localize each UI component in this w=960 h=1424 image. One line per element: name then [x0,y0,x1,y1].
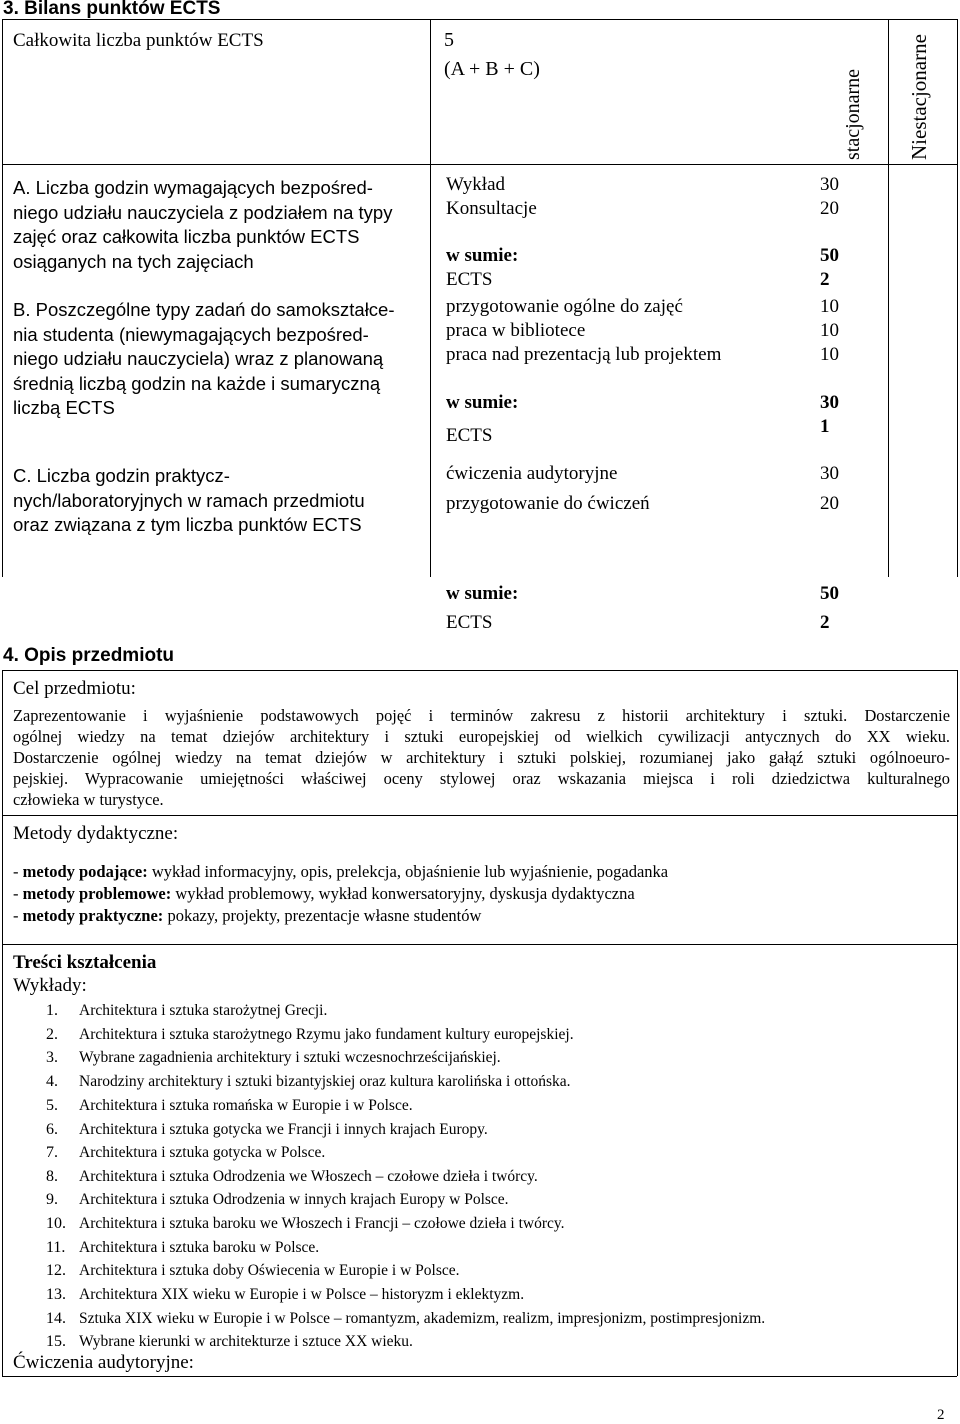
lecture-item: 4. Narodziny architektury i sztuki bizantyjskiej oraz kultura karolińska i ottońska. [46,1073,571,1090]
lecture-item: 10. Architektura i sztuka baroku we Włoszech i Francji – czołowe dzieła i twórcy. [46,1215,565,1232]
row-b-item-label: praca nad prezentacją lub projektem [446,344,722,365]
lecture-item: 13. Architektura XIX wieku w Europie i w Polsce – historyzm i eklektyzm. [46,1286,525,1303]
lecture-item: 2. Architektura i sztuka starożytnego Rzymu jako fundament kultury europejskiej. [46,1026,574,1043]
row-b-description: B. Poszczególne typy zadań do samokształce- nia studenta (niewymagających bezpośred- niego udziału nauczyciela) wraz z planowaną średnią liczbą godzin na każde i sumaryczną liczbą ECTS [13,299,395,418]
metody-list [13,861,668,927]
cel-przedmiotu-text: Zaprezentowanie i wyjaśnienie podstawowych pojęć i terminów zakresu z historii architektury i sztuki. Dostarczenie ogólnej wiedzy na temat dziejów architektury i sztuki europejskiej od wielkich cywilizacji antycznych do XX wieku. Dostarczenie ogólnej wiedzy na temat dziejów w architektury i sztuki polskiej, rozumianej jako gałąź sztuki ogólnoeuro- pejskiej. Wypracowanie umiejętności właściwej oceny stylowej oraz wskazania miejsca i roli dziedzictwa kulturalnego człowieka w turystyce. [13,706,950,809]
row-a-sum-label: w sumie: [446,245,519,266]
row-a-ects-label: ECTS [446,269,493,290]
metody-item: - metody praktyczne: pokazy, projekty, prezentacje własne studentów [13,906,482,925]
row-a-ects-value: 2 [820,269,830,290]
row-c-description: C. Liczba godzin praktycz- nych/laboratoryjnych w ramach przedmiotu oraz związana z tym liczba punktów ECTS [13,465,365,535]
row-b-ects-label: ECTS [446,425,493,446]
row-a-item-value: 20 [820,198,839,219]
row-a-item-label: Wykład [446,174,506,195]
table-border-top [2,19,957,20]
lecture-item: 8. Architektura i sztuka Odrodzenia we Włoszech – czołowe dzieła i twórcy. [46,1168,538,1185]
row-b-item-value: 10 [820,320,839,341]
total-ects-value: 5 [444,29,454,51]
lecture-item: 9. Architektura i sztuka Odrodzenia w innych krajach Europy w Polsce. [46,1191,509,1208]
row-b-item-value: 10 [820,296,839,317]
row-c-item-value: 30 [820,463,839,484]
metody-item: - metody problemowe: wykład problemowy, wykład konwersatoryjny, dyskusja dydaktyczna [13,884,635,903]
lecture-item: 11. Architektura i sztuka baroku w Polsce. [46,1239,320,1256]
table-col-divider-2 [888,19,889,577]
section-4-title: 4. Opis przedmiotu [3,645,175,666]
lecture-item: 5. Architektura i sztuka romańska w Europie i w Polsce. [46,1097,413,1114]
row-c-item-label: przygotowanie do ćwiczeń [446,493,650,514]
row-c-ects-value: 2 [820,612,830,633]
page-number: 2 [937,1407,945,1423]
row-c-ects-label: ECTS [446,612,493,633]
lecture-item: 3. Wybrane zagadnienia architektury i sztuki wczesnochrześcijańskiej. [46,1049,501,1066]
total-ects-formula: (A + B + C) [444,58,540,80]
row-b-sum-label: w sumie: [446,392,519,413]
row-a-sum-value: 50 [820,245,839,266]
section-4-border-top [2,670,957,671]
section-3-title: 3. Bilans punktów ECTS [3,0,221,19]
section-4-border-right [957,670,958,1376]
table-row-divider-header [2,164,957,165]
row-b-sum-value: 30 [820,392,839,413]
cel-przedmiotu-label: Cel przedmiotu: [13,678,136,699]
lecture-item: 7. Architektura i sztuka gotycka w Polsce. [46,1144,326,1161]
lecture-item: 15. Wybrane kierunki w architekturze i sztuce XX wieku. [46,1333,413,1350]
row-b-item-label: praca w bibliotece [446,320,586,341]
column-header-stacjonarne: stacjonarne [842,68,864,160]
row-c-sum-label: w sumie: [446,583,519,604]
table-col-divider-1 [430,19,431,577]
row-a-description: A. Liczba godzin wymagających bezpośred- niego udziału nauczyciela z podziałem na typy zajęć oraz całkowita liczba punktów ECTS osiąganych na tych zajęciach [13,177,393,272]
metody-dydaktyczne-label: Metody dydaktyczne: [13,823,179,844]
section-4-border-bottom [2,1376,957,1377]
section-4-border-left [2,670,3,1376]
column-header-niestacjonarne: Niestacjonarne [907,34,931,160]
metody-item: - metody podające: wykład informacyjny, opis, prelekcja, objaśnienie lub wyjaśnienie, pogadanka [13,862,669,881]
cwiczenia-label: Ćwiczenia audytoryjne: [13,1352,194,1373]
row-a-item-value: 30 [820,174,839,195]
lecture-item: 1. Architektura i sztuka starożytnej Grecji. [46,1002,328,1019]
section-4-divider-metody [2,944,957,945]
section-4-divider-cel [2,815,957,816]
row-b-ects-value: 1 [820,416,830,437]
tresci-ksztalcenia-label: Treści kształcenia [13,952,157,973]
row-c-item-label: ćwiczenia audytoryjne [446,463,618,484]
row-a-item-label: Konsultacje [446,198,537,219]
wyklady-label: Wykłady: [13,975,87,996]
row-c-item-value: 20 [820,493,839,514]
row-b-item-value: 10 [820,344,839,365]
table-border-right [957,19,958,577]
lecture-item: 14. Sztuka XIX wieku w Europie i w Polsce – romantyzm, akademizm, realizm, impresjonizm, postimpresjonizm. [46,1310,766,1327]
total-ects-label: Całkowita liczba punktów ECTS [13,30,264,51]
lecture-item: 6. Architektura i sztuka gotycka we Francji i innych krajach Europy. [46,1121,488,1138]
row-b-item-label: przygotowanie ogólne do zajęć [446,296,683,317]
table-border-left [2,19,3,577]
row-c-sum-value: 50 [820,583,839,604]
lecture-item: 12. Architektura i sztuka doby Oświecenia w Europie i w Polsce. [46,1262,460,1279]
